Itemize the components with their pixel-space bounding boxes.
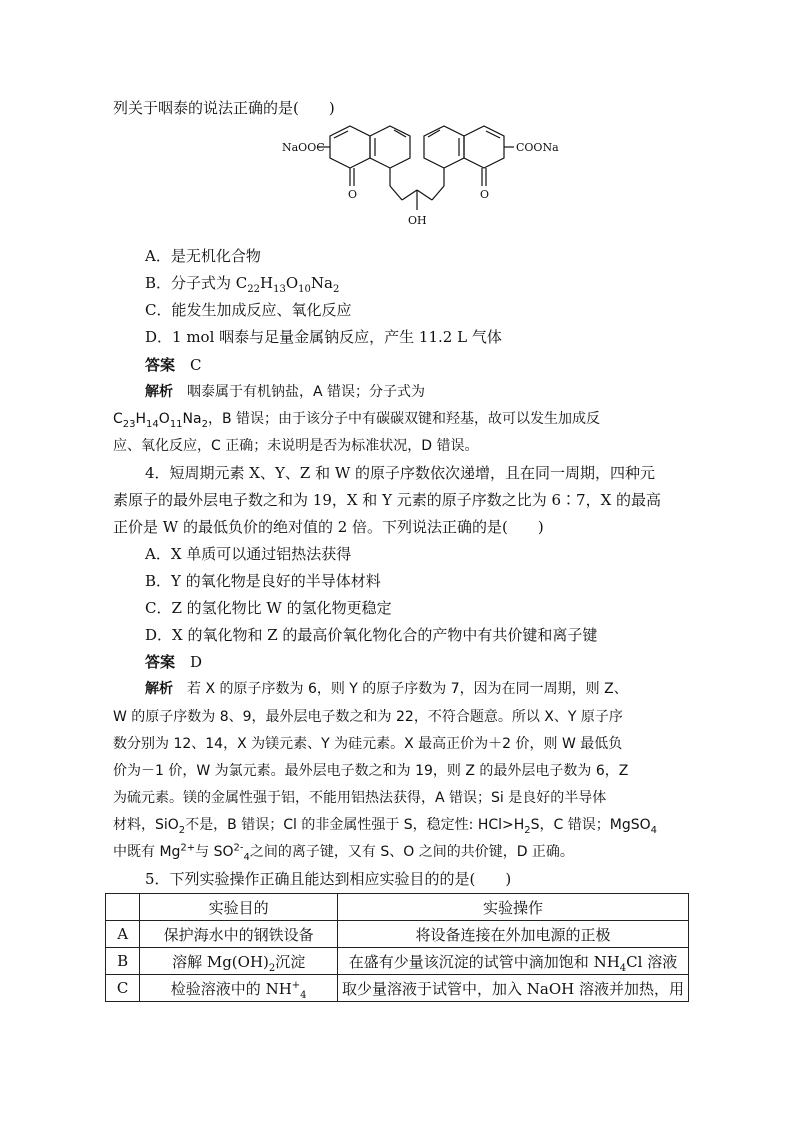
q3-explanation-2: $C_{23}H_{14}O_{11}Na_2$，B 错误；由于该分子中有碳碳双键和羟基，故可以发生加成反 <box>113 411 601 430</box>
q4-answer: 答案 D <box>145 653 203 671</box>
q4-stem-3: 正价是 W 的最低负价的绝对值的 2 倍。下列说法正确的是( ) <box>113 518 544 536</box>
struct-label-o1: O <box>348 188 358 201</box>
q3-option-a: A．是无机化合物 <box>145 247 261 265</box>
q3-option-b: B．分子式为 $C_{22}H_{13}O_{10}Na_2$ <box>145 274 340 295</box>
yantai-structure-diagram <box>282 124 559 236</box>
q4-stem-2: 素原子的最外层电子数之和为 19，X 和 Y 元素的原子序数之比为 6∶7，X 的最高 <box>113 491 662 509</box>
q4-option-c: C．Z 的氢化物比 W 的氢化物更稳定 <box>145 599 392 617</box>
table-header-operation: 实验操作 <box>338 894 689 921</box>
q4-explanation-3: 数分别为 12、14，X 为镁元素、Y 为硅元素。X 最高正价为＋2 价，则 W 最低负 <box>113 736 623 752</box>
q4-option-b: B．Y 的氧化物是良好的半导体材料 <box>145 572 381 590</box>
struct-label-o2: O <box>480 188 490 201</box>
table-row: A 保护海水中的钢铁设备 将设备连接在外加电源的正极 <box>106 921 689 948</box>
table-row: C 检验溶液中的 $NH^+_4$ 取少量溶液于试管中，加入 NaOH 溶液并加热，用 <box>106 975 689 1002</box>
q4-explanation-2: W 的原子序数为 8、9，最外层电子数之和为 22，不符合题意。所以 X、Y 原子序 <box>113 709 623 725</box>
table-header-purpose: 实验目的 <box>140 894 338 921</box>
q4-explanation-7: 中既有 $Mg^{2+}$与 $SO^{2-}_4$之间的离子键，又有 S、O 之间的共价键，D 正确。 <box>113 842 574 863</box>
q3-answer: 答案 C <box>145 356 202 374</box>
table-header-key <box>106 894 140 921</box>
table-row: B 溶解 $Mg(OH)_2$沉淀 在盛有少量该沉淀的试管中滴加饱和 $NH_4Cl$ 溶液 <box>106 948 689 975</box>
q3-stem: 列关于咽泰的说法正确的是( ) <box>113 99 335 117</box>
q4-explanation-1: 解析 若 X 的原子序数为 6，则 Y 的原子序数为 7，因为在同一周期，则 Z、 <box>145 681 628 697</box>
q3-option-c: C．能发生加成反应、氧化反应 <box>145 301 352 319</box>
q4-explanation-4: 价为－1 价，W 为氯元素。最外层电子数之和为 19，则 Z 的最外层电子数为 6，Z <box>113 763 629 779</box>
struct-label-left: NaOOC <box>282 141 325 154</box>
q3-option-d: D．1 mol 咽泰与足量金属钠反应，产生 11.2 L 气体 <box>145 328 502 346</box>
struct-label-oh: OH <box>408 214 427 227</box>
q4-option-d: D．X 的氧化物和 Z 的最高价氧化物化合的产物中有共价键和离子键 <box>145 626 598 644</box>
q4-explanation-6: 材料，SiO$_2$不是，B 错误；Cl 的非金属性强于 S，稳定性: $HCl>H_2S$，C 错误；MgSO$_4$ <box>113 817 658 836</box>
q4-explanation-5: 为硫元素。镁的金属性强于铝，不能用铝热法获得，A 错误；Si 是良好的半导体 <box>113 790 607 806</box>
q3-explanation-3: 应、氧化反应，C 正确；未说明是否为标准状况，D 错误。 <box>113 438 479 454</box>
q5-experiment-table <box>105 893 689 1002</box>
q4-stem-1: 4．短周期元素 X、Y、Z 和 W 的原子序数依次递增，且在同一周期，四种元 <box>145 464 656 482</box>
table-header-row <box>106 894 689 921</box>
q5-stem: 5．下列实验操作正确且能达到相应实验目的的是( ) <box>145 870 512 888</box>
q4-option-a: A．X 单质可以通过铝热法获得 <box>145 545 352 563</box>
q3-explanation-1: 解析 咽泰属于有机钠盐，A 错误；分子式为 <box>145 384 426 400</box>
struct-label-right: COONa <box>516 141 559 154</box>
